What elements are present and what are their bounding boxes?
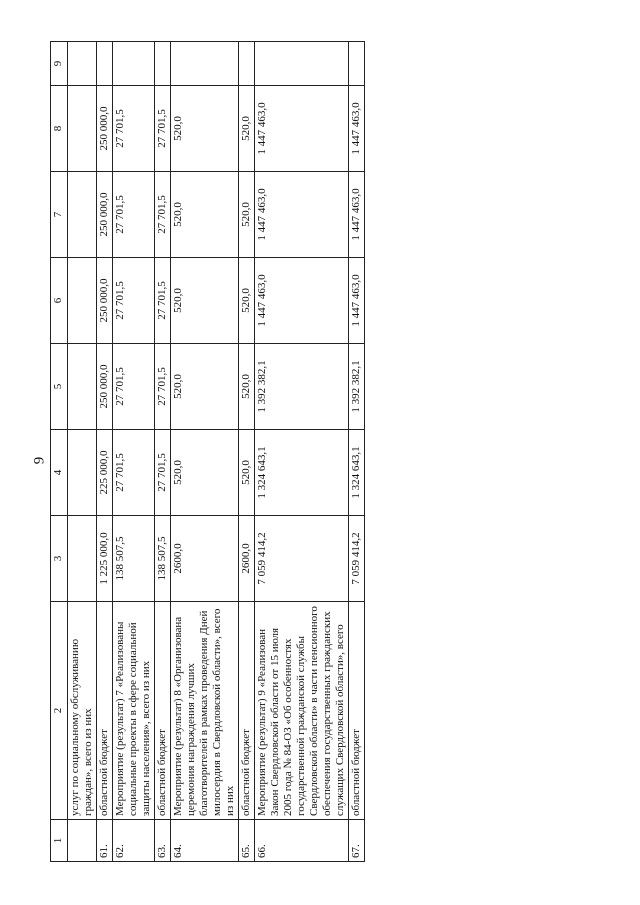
column-9-cell (97, 42, 113, 86)
row-description-cell: областной бюджет (349, 602, 365, 820)
table-row (113, 42, 155, 862)
table-row (171, 42, 239, 862)
value-cell: 520,0 (239, 344, 255, 430)
row-number-cell: 66. (255, 820, 349, 862)
value-cell: 1 447 463,0 (255, 258, 349, 344)
row-number-cell: 64. (171, 820, 239, 862)
row-number-cell (68, 820, 97, 862)
value-cell: 138 507,5 (113, 516, 155, 602)
page-number: 9 (31, 456, 48, 465)
table-row (155, 42, 171, 862)
value-cell (68, 258, 97, 344)
value-cell: 1 447 463,0 (255, 86, 349, 172)
value-cell: 1 392 382,1 (349, 344, 365, 430)
value-cell: 27 701,5 (113, 172, 155, 258)
rotated-table-container (50, 42, 590, 862)
row-description-cell: услуг по социальному обслуживанию граждан», всего из них (68, 602, 97, 820)
value-cell: 1 324 643,1 (255, 430, 349, 516)
value-cell: 2600,0 (239, 516, 255, 602)
value-cell: 27 701,5 (113, 344, 155, 430)
value-cell: 27 701,5 (113, 86, 155, 172)
row-number-cell: 63. (155, 820, 171, 862)
value-cell: 138 507,5 (155, 516, 171, 602)
table-row (255, 42, 349, 862)
column-9-cell (113, 42, 155, 86)
header-cell: 5 (51, 344, 68, 430)
value-cell: 27 701,5 (113, 258, 155, 344)
value-cell: 27 701,5 (155, 344, 171, 430)
value-cell: 250 000,0 (97, 172, 113, 258)
header-cell: 4 (51, 430, 68, 516)
value-cell (68, 516, 97, 602)
value-cell: 1 447 463,0 (255, 172, 349, 258)
value-cell: 27 701,5 (155, 258, 171, 344)
value-cell: 27 701,5 (155, 172, 171, 258)
row-number-cell: 67. (349, 820, 365, 862)
column-9-cell (239, 42, 255, 86)
value-cell: 520,0 (171, 258, 239, 344)
row-number-cell: 62. (113, 820, 155, 862)
value-cell: 7 059 414,2 (255, 516, 349, 602)
value-cell: 520,0 (239, 86, 255, 172)
value-cell: 520,0 (239, 430, 255, 516)
header-cell: 7 (51, 172, 68, 258)
header-row (51, 42, 68, 862)
value-cell: 1 447 463,0 (349, 86, 365, 172)
value-cell (68, 86, 97, 172)
value-cell: 520,0 (239, 258, 255, 344)
row-description-cell: областной бюджет (239, 602, 255, 820)
value-cell: 520,0 (171, 86, 239, 172)
value-cell: 27 701,5 (155, 86, 171, 172)
value-cell: 520,0 (171, 172, 239, 258)
row-description-cell: областной бюджет (97, 602, 113, 820)
row-description-cell: Мероприятие (результат) 7 «Реализованы социальные проекты в сфере социальной защиты населения», всего из них (113, 602, 155, 820)
row-description-cell: областной бюджет (155, 602, 171, 820)
header-cell: 6 (51, 258, 68, 344)
value-cell: 250 000,0 (97, 86, 113, 172)
value-cell: 520,0 (171, 430, 239, 516)
column-9-cell (171, 42, 239, 86)
value-cell: 1 324 643,1 (349, 430, 365, 516)
value-cell: 2600,0 (171, 516, 239, 602)
value-cell: 520,0 (239, 172, 255, 258)
header-cell: 2 (51, 602, 68, 820)
value-cell (68, 344, 97, 430)
value-cell: 27 701,5 (113, 430, 155, 516)
row-description-cell: Мероприятие (результат) 9 «Реализован Закон Свердловской области от 15 июля 2005 года № 84-ОЗ «Об особенностях государственной гражданской службы Свердловской области» в части пенсионного обеспечения государственных гражданских служащих Свердловской области», всего (255, 602, 349, 820)
row-description-cell: Мероприятие (результат) 8 «Организована церемония награждения лучших благотворителей в рамках проведения Дней милосердия в Свердловской области», всего из них (171, 602, 239, 820)
header-cell: 1 (51, 820, 68, 862)
row-number-cell: 61. (97, 820, 113, 862)
value-cell: 1 447 463,0 (349, 172, 365, 258)
column-9-cell (155, 42, 171, 86)
value-cell: 27 701,5 (155, 430, 171, 516)
value-cell: 225 000,0 (97, 430, 113, 516)
value-cell: 1 225 000,0 (97, 516, 113, 602)
header-cell: 9 (51, 42, 68, 86)
value-cell: 520,0 (171, 344, 239, 430)
value-cell: 7 059 414,2 (349, 516, 365, 602)
header-cell: 3 (51, 516, 68, 602)
value-cell (68, 172, 97, 258)
column-9-cell (68, 42, 97, 86)
column-9-cell (349, 42, 365, 86)
row-number-cell: 65. (239, 820, 255, 862)
table-row (239, 42, 255, 862)
column-9-cell (255, 42, 349, 86)
table-row (349, 42, 365, 862)
value-cell: 250 000,0 (97, 344, 113, 430)
value-cell: 250 000,0 (97, 258, 113, 344)
table-row (97, 42, 113, 862)
header-cell: 8 (51, 86, 68, 172)
value-cell: 1 392 382,1 (255, 344, 349, 430)
table-row (68, 42, 97, 862)
value-cell: 1 447 463,0 (349, 258, 365, 344)
budget-table (50, 41, 365, 862)
value-cell (68, 430, 97, 516)
